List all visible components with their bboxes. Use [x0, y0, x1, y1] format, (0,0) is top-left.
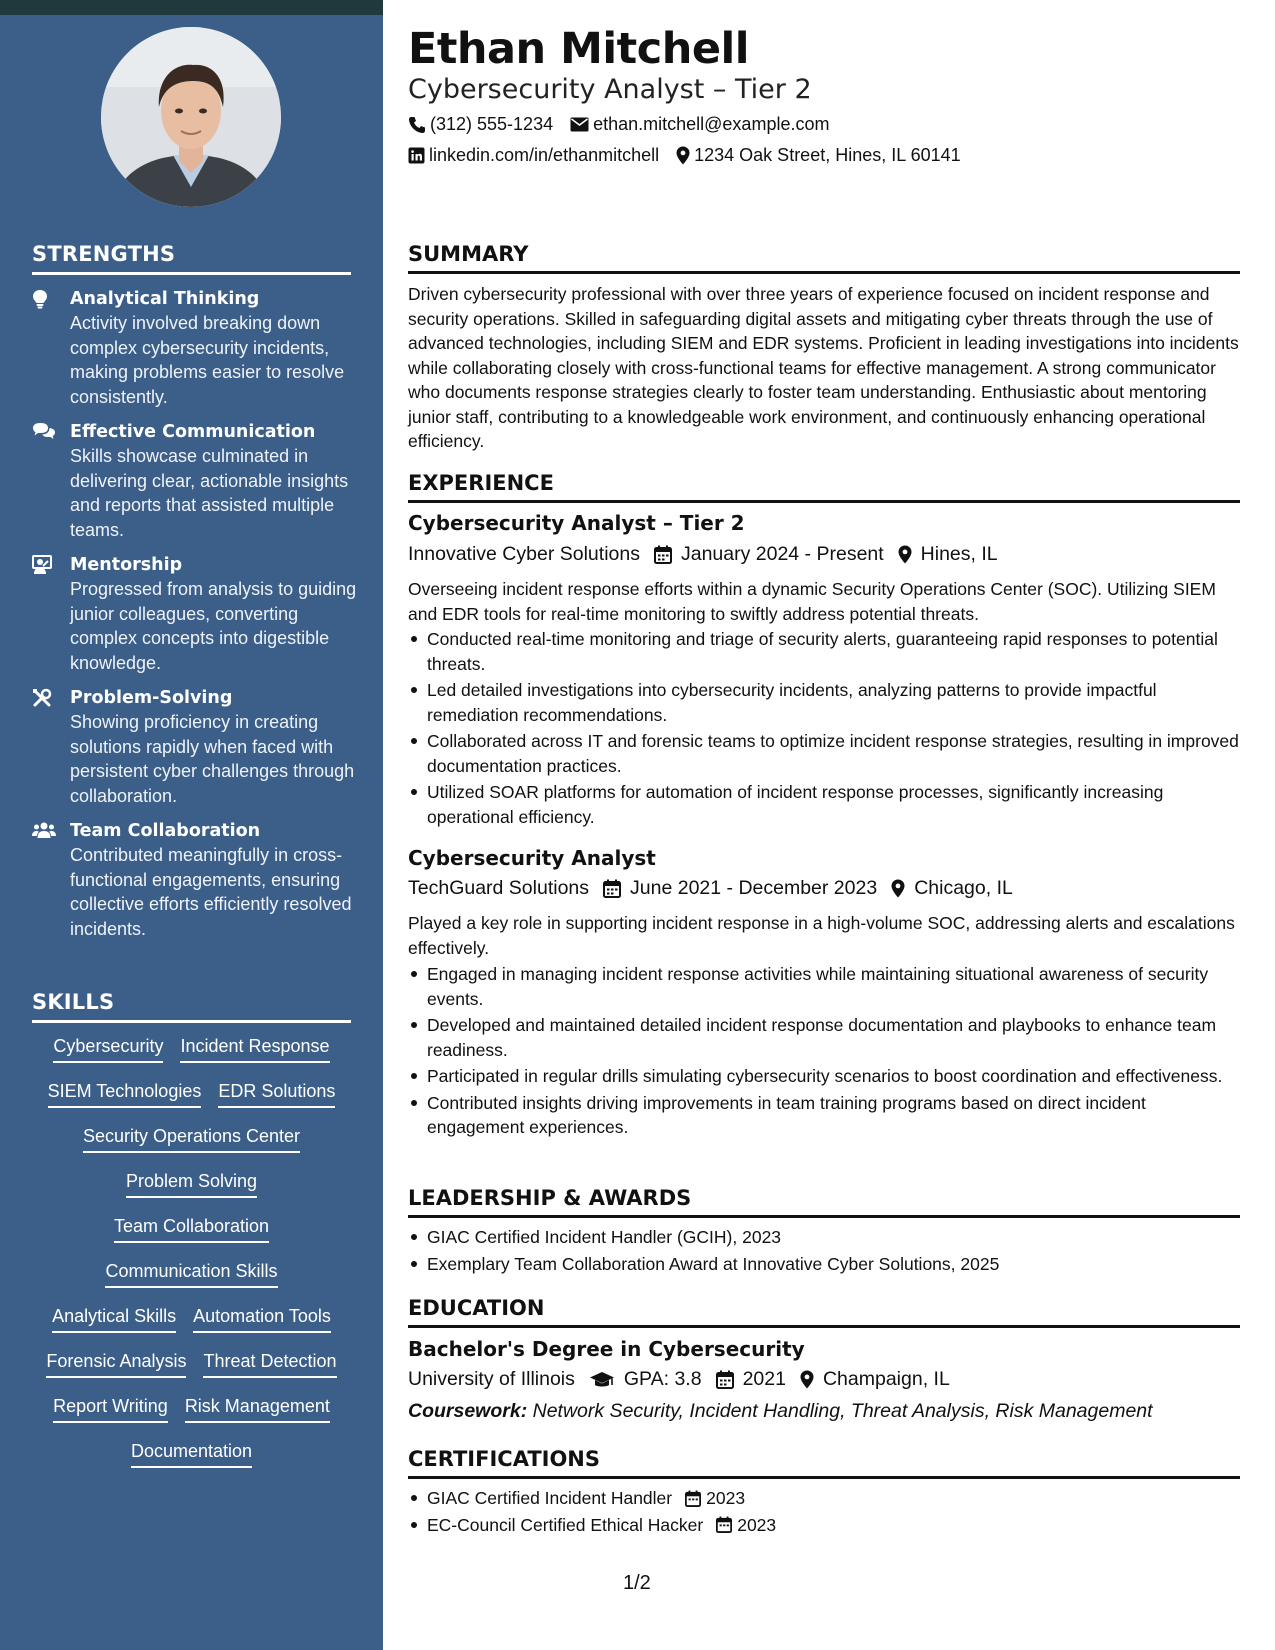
envelope-icon [570, 117, 589, 132]
list-item [408, 1486, 1240, 1511]
job-dates: June 2021 - December 2023 [630, 877, 878, 899]
strength-title: Team Collaboration [70, 821, 261, 841]
location-pin-icon [898, 545, 912, 564]
job-bullets [408, 962, 1240, 1142]
list-item: Collaborated across IT and forensic teams to optimize incident response strategies, resulting in improved documentation practices. [408, 729, 1240, 778]
school-name: University of Illinois [408, 1368, 575, 1390]
education-heading: EDUCATION [408, 1296, 1240, 1328]
skill-tag: Analytical Skills [52, 1305, 176, 1333]
skill-tag: Problem Solving [126, 1170, 257, 1198]
lightbulb-icon [32, 287, 70, 409]
list-item: Led detailed investigations into cybersecurity incidents, analyzing patterns to provide impactful remediation recommendations. [408, 678, 1240, 727]
list-item: Developed and maintained detailed incident response documentation and playbooks to enhance team readiness. [408, 1013, 1240, 1062]
strength-title: Mentorship [70, 555, 183, 575]
sidebar-top-bar [0, 0, 383, 15]
coursework-line [408, 1400, 1153, 1423]
job-meta [408, 877, 1027, 900]
gpa-text: GPA: 3.8 [623, 1368, 702, 1390]
skills-heading: SKILLS [32, 990, 351, 1023]
education-meta [408, 1368, 964, 1391]
job-intro: Played a key role in supporting incident response in a high-volume SOC, addressing alerts and escalations effectively. [408, 913, 1235, 958]
strength-description: Skills showcase culminated in delivering clear, actionable insights and reports that assisted multiple teams. [70, 446, 349, 540]
list-item: Utilized SOAR platforms for automation of incident response processes, significantly increasing operational efficiency. [408, 780, 1240, 829]
calendar-icon [654, 545, 672, 564]
graduation-year: 2021 [742, 1368, 786, 1390]
strength-description: Showing proficiency in creating solutions rapidly when faced with persistent cyber challenges through collaboration. [70, 712, 355, 806]
calendar-icon [716, 1516, 732, 1533]
skill-tag: Automation Tools [193, 1305, 331, 1333]
skill-tag: Security Operations Center [83, 1125, 300, 1153]
certification-year: 2023 [706, 1488, 746, 1508]
strength-description: Activity involved breaking down complex cybersecurity incidents, making problems easier to resolve consistently. [70, 313, 345, 407]
skill-tag: Incident Response [180, 1035, 329, 1063]
skill-tag: Forensic Analysis [46, 1350, 186, 1378]
strength-item [32, 553, 357, 675]
job-dates: January 2024 - Present [680, 543, 884, 565]
email-link[interactable]: ethan.mitchell@example.com [593, 114, 830, 134]
contact-line-2 [408, 145, 978, 166]
skill-tag: SIEM Technologies [48, 1080, 202, 1108]
education-location: Champaign, IL [822, 1368, 950, 1390]
skill-tag: Documentation [131, 1440, 252, 1468]
address-text: 1234 Oak Street, Hines, IL 60141 [694, 145, 961, 165]
strengths-list [32, 287, 357, 952]
users-icon [32, 819, 70, 941]
location-pin-icon [676, 146, 690, 165]
degree-title: Bachelor's Degree in Cybersecurity [408, 1337, 805, 1361]
job-title: Cybersecurity Analyst [408, 846, 656, 870]
linkedin-link[interactable]: linkedin.com/in/ethanmitchell [429, 145, 660, 165]
tools-icon [32, 686, 70, 808]
certification-name: EC-Council Certified Ethical Hacker [427, 1514, 704, 1535]
page-number: 1/2 [623, 1572, 651, 1594]
job-company: Innovative Cyber Solutions [408, 543, 640, 565]
calendar-icon [685, 1490, 701, 1507]
list-item: GIAC Certified Incident Handler (GCIH), 2023 [408, 1225, 1240, 1250]
skill-tag: Risk Management [185, 1395, 330, 1423]
list-item: Participated in regular drills simulating cybersecurity scenarios to boost coordination and effectiveness. [408, 1064, 1240, 1089]
strength-title: Analytical Thinking [70, 289, 260, 309]
location-pin-icon [891, 879, 905, 898]
certifications-heading: CERTIFICATIONS [408, 1447, 1240, 1479]
phone-number[interactable]: (312) 555-1234 [430, 114, 554, 134]
certifications-list [408, 1486, 1240, 1539]
linkedin-icon [408, 147, 425, 164]
list-item [408, 1513, 1240, 1538]
skill-tag: Threat Detection [203, 1350, 336, 1378]
strength-item [32, 819, 357, 941]
sidebar [0, 0, 383, 1650]
teacher-icon [32, 553, 70, 675]
skill-tag: EDR Solutions [218, 1080, 335, 1108]
strength-title: Effective Communication [70, 422, 316, 442]
summary-text: Driven cybersecurity professional with over three years of experience focused on incident response and security operations. Skilled in safeguarding digital assets and mitigating cyber threats through the use of advanced technologies, including SIEM and EDR systems. Proficient in leading investigations into incidents while collaborating closely with cross-functional teams for effective management. A strong communicator who documents response strategies clearly to foster team understanding. Enthusiastic about mentoring junior staff, contributing to a knowledgeable work environment, and continuously enhancing operational efficiency. [408, 284, 1239, 451]
skills-list [32, 1035, 351, 1485]
phone-icon [408, 116, 426, 134]
leadership-list [408, 1225, 1240, 1278]
contact-line-1 [408, 114, 846, 135]
certification-year: 2023 [737, 1514, 777, 1535]
job-bullets [408, 627, 1240, 831]
candidate-role: Cybersecurity Analyst – Tier 2 [408, 74, 812, 105]
calendar-icon [603, 879, 621, 898]
list-item: Conducted real-time monitoring and triage of security alerts, guaranteeing rapid responses to potential threats. [408, 627, 1240, 676]
job-company: TechGuard Solutions [408, 877, 590, 899]
skill-tag: Communication Skills [105, 1260, 277, 1288]
strength-item [32, 686, 357, 808]
strength-description: Progressed from analysis to guiding junior colleagues, converting complex concepts into digestible knowledge. [70, 579, 357, 673]
list-item: Exemplary Team Collaboration Award at Innovative Cyber Solutions, 2025 [408, 1252, 1240, 1277]
comments-icon [32, 420, 70, 542]
summary-heading: SUMMARY [408, 242, 1240, 274]
list-item: Contributed insights driving improvements in team training programs based on direct incident engagement experiences. [408, 1091, 1240, 1140]
strength-description: Contributed meaningfully in cross-functional engagements, ensuring collective efforts efficiently resolved incidents. [70, 845, 352, 939]
coursework-label: Coursework: [408, 1400, 528, 1422]
skill-tag: Team Collaboration [114, 1215, 269, 1243]
job-title: Cybersecurity Analyst – Tier 2 [408, 511, 745, 535]
job-location: Chicago, IL [914, 877, 1013, 899]
strength-item [32, 287, 357, 409]
calendar-icon [716, 1370, 734, 1389]
profile-photo [101, 27, 281, 207]
leadership-heading: LEADERSHIP & AWARDS [408, 1186, 1240, 1218]
list-item: Engaged in managing incident response activities while maintaining situational awareness of security events. [408, 962, 1240, 1011]
job-meta [408, 543, 1012, 566]
job-intro: Overseeing incident response efforts within a dynamic Security Operations Center (SOC). Utilizing SIEM and EDR tools for real-time monitoring to swiftly address potential threats. [408, 579, 1216, 624]
strength-title: Problem-Solving [70, 688, 233, 708]
location-pin-icon [800, 1370, 814, 1389]
certification-name: GIAC Certified Incident Handler [427, 1488, 673, 1508]
skill-tag: Cybersecurity [53, 1035, 163, 1063]
strength-item [32, 420, 357, 542]
strengths-heading: STRENGTHS [32, 242, 351, 275]
graduation-cap-icon [589, 1371, 615, 1389]
skill-tag: Report Writing [53, 1395, 168, 1423]
coursework-text: Network Security, Incident Handling, Threat Analysis, Risk Management [532, 1400, 1153, 1422]
candidate-name: Ethan Mitchell [408, 24, 749, 74]
job-location: Hines, IL [920, 543, 998, 565]
experience-heading: EXPERIENCE [408, 471, 1240, 503]
